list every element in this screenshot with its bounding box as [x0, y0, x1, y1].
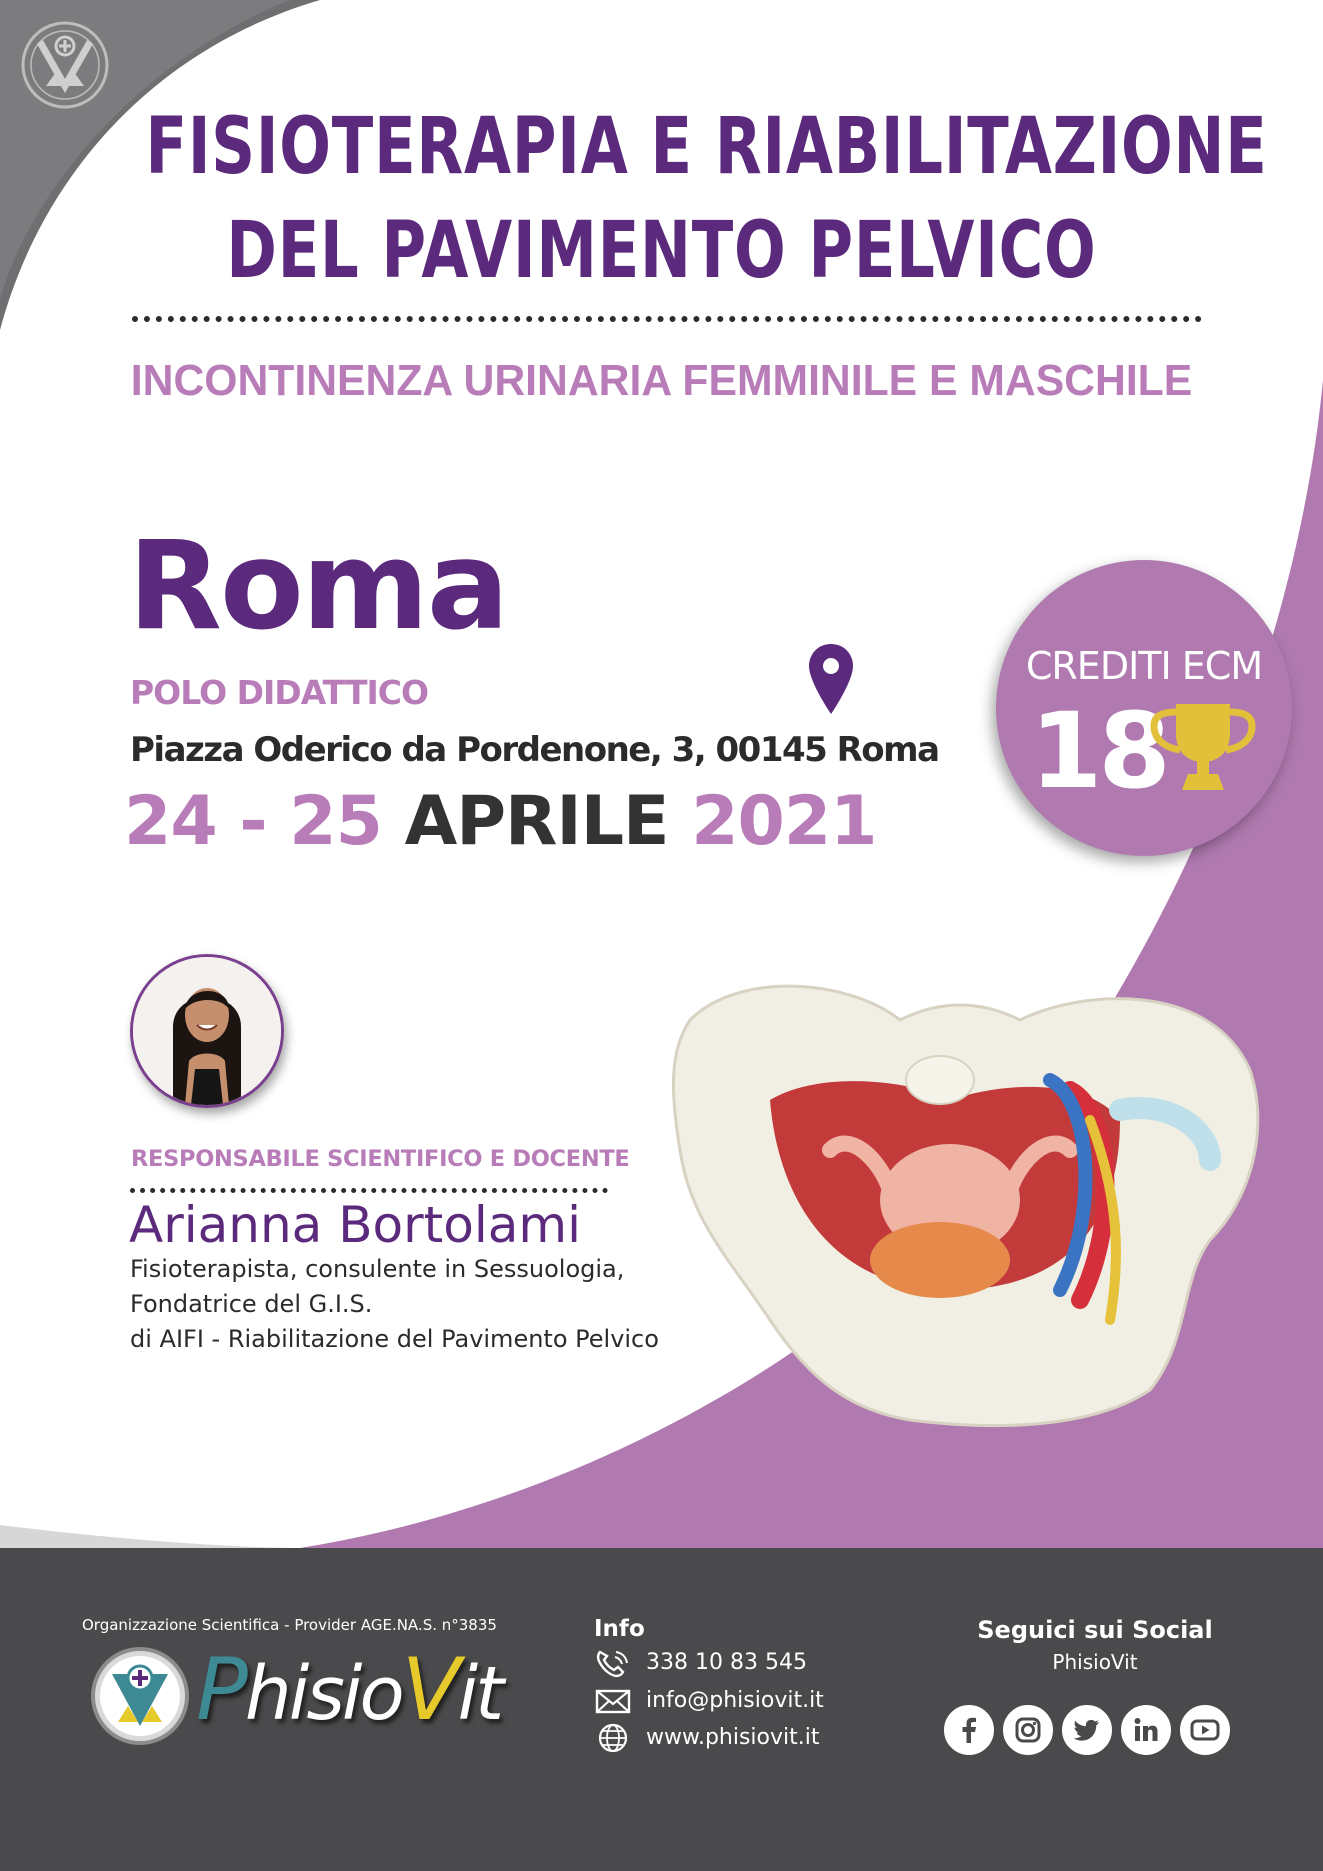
linkedin-icon — [1131, 1715, 1161, 1745]
date-day-end: 25 — [289, 782, 382, 861]
social-handle: PhisioVit — [1052, 1650, 1138, 1674]
speaker-role: RESPONSABILE SCIENTIFICO E DOCENTE — [131, 1146, 630, 1172]
instagram-icon — [1013, 1715, 1043, 1745]
event-city: Roma — [128, 515, 508, 657]
speaker-photo — [133, 957, 281, 1105]
venue-label: POLO DIDATTICO — [130, 673, 429, 712]
facebook-link[interactable] — [944, 1705, 994, 1755]
info-heading: Info — [594, 1616, 645, 1642]
youtube-link[interactable] — [1180, 1705, 1230, 1755]
phone-number[interactable]: 338 10 83 545 — [646, 1650, 807, 1675]
venue-address: Piazza Oderico da Pordenone, 3, 00145 Roma — [130, 730, 939, 770]
date-year: 2021 — [691, 782, 877, 861]
envelope-icon — [594, 1686, 632, 1716]
date-month: APRILE — [404, 782, 669, 861]
logo-word-hisio: hisio — [244, 1651, 402, 1737]
info-phone[interactable] — [594, 1648, 807, 1678]
speaker-bio-line: Fisioterapista, consulente in Sessuologia, — [130, 1255, 625, 1283]
speaker-bio-line: Fondatrice del G.I.S. — [130, 1290, 373, 1318]
facebook-icon — [954, 1715, 984, 1745]
email-address[interactable]: info@phisiovit.it — [646, 1688, 824, 1713]
main-title — [0, 95, 1323, 303]
instagram-link[interactable] — [1003, 1705, 1053, 1755]
provider-label: Organizzazione Scientifica - Provider AGE.NA.S. n°3835 — [82, 1616, 497, 1634]
speaker-divider — [130, 1188, 608, 1193]
logo-word-it: it — [457, 1651, 502, 1737]
twitter-link[interactable] — [1062, 1705, 1112, 1755]
social-links — [944, 1705, 1230, 1755]
dotted-divider — [132, 316, 1202, 322]
globe-icon — [594, 1723, 632, 1753]
date-day-start: 24 — [124, 782, 217, 861]
title-line-1: FISIOTERAPIA E RIABILITAZIONE — [145, 102, 1268, 192]
credits-value: 18 — [1030, 690, 1167, 812]
trophy-icon — [1148, 700, 1258, 792]
phisiovit-logo-icon — [90, 1646, 190, 1746]
website-url[interactable]: www.phisiovit.it — [646, 1725, 820, 1750]
title-line-2: DEL PAVIMENTO PELVICO — [226, 206, 1097, 296]
speaker-avatar — [130, 954, 284, 1108]
phone-icon — [594, 1648, 632, 1678]
speaker-bio-line: di AIFI - Riabilitazione del Pavimento Pelvico — [130, 1325, 659, 1353]
youtube-icon — [1190, 1715, 1220, 1745]
map-pin-icon — [806, 642, 856, 717]
date-separator: - — [239, 782, 267, 861]
social-heading: Seguici sui Social — [977, 1616, 1213, 1644]
info-email[interactable] — [594, 1686, 824, 1716]
logo-letter-p: P — [196, 1640, 245, 1740]
speaker-name: Arianna Bortolami — [129, 1196, 581, 1254]
linkedin-link[interactable] — [1121, 1705, 1171, 1755]
phisiovit-logo-text — [196, 1640, 501, 1740]
info-website[interactable] — [594, 1723, 820, 1753]
subtitle: INCONTINENZA URINARIA FEMMINILE E MASCHILE — [130, 356, 1193, 405]
twitter-icon — [1072, 1715, 1102, 1745]
pelvis-model-image — [650, 960, 1270, 1440]
credits-label: CREDITI ECM — [1025, 644, 1263, 688]
event-dates — [124, 782, 876, 861]
logo-letter-v: V — [401, 1640, 458, 1740]
